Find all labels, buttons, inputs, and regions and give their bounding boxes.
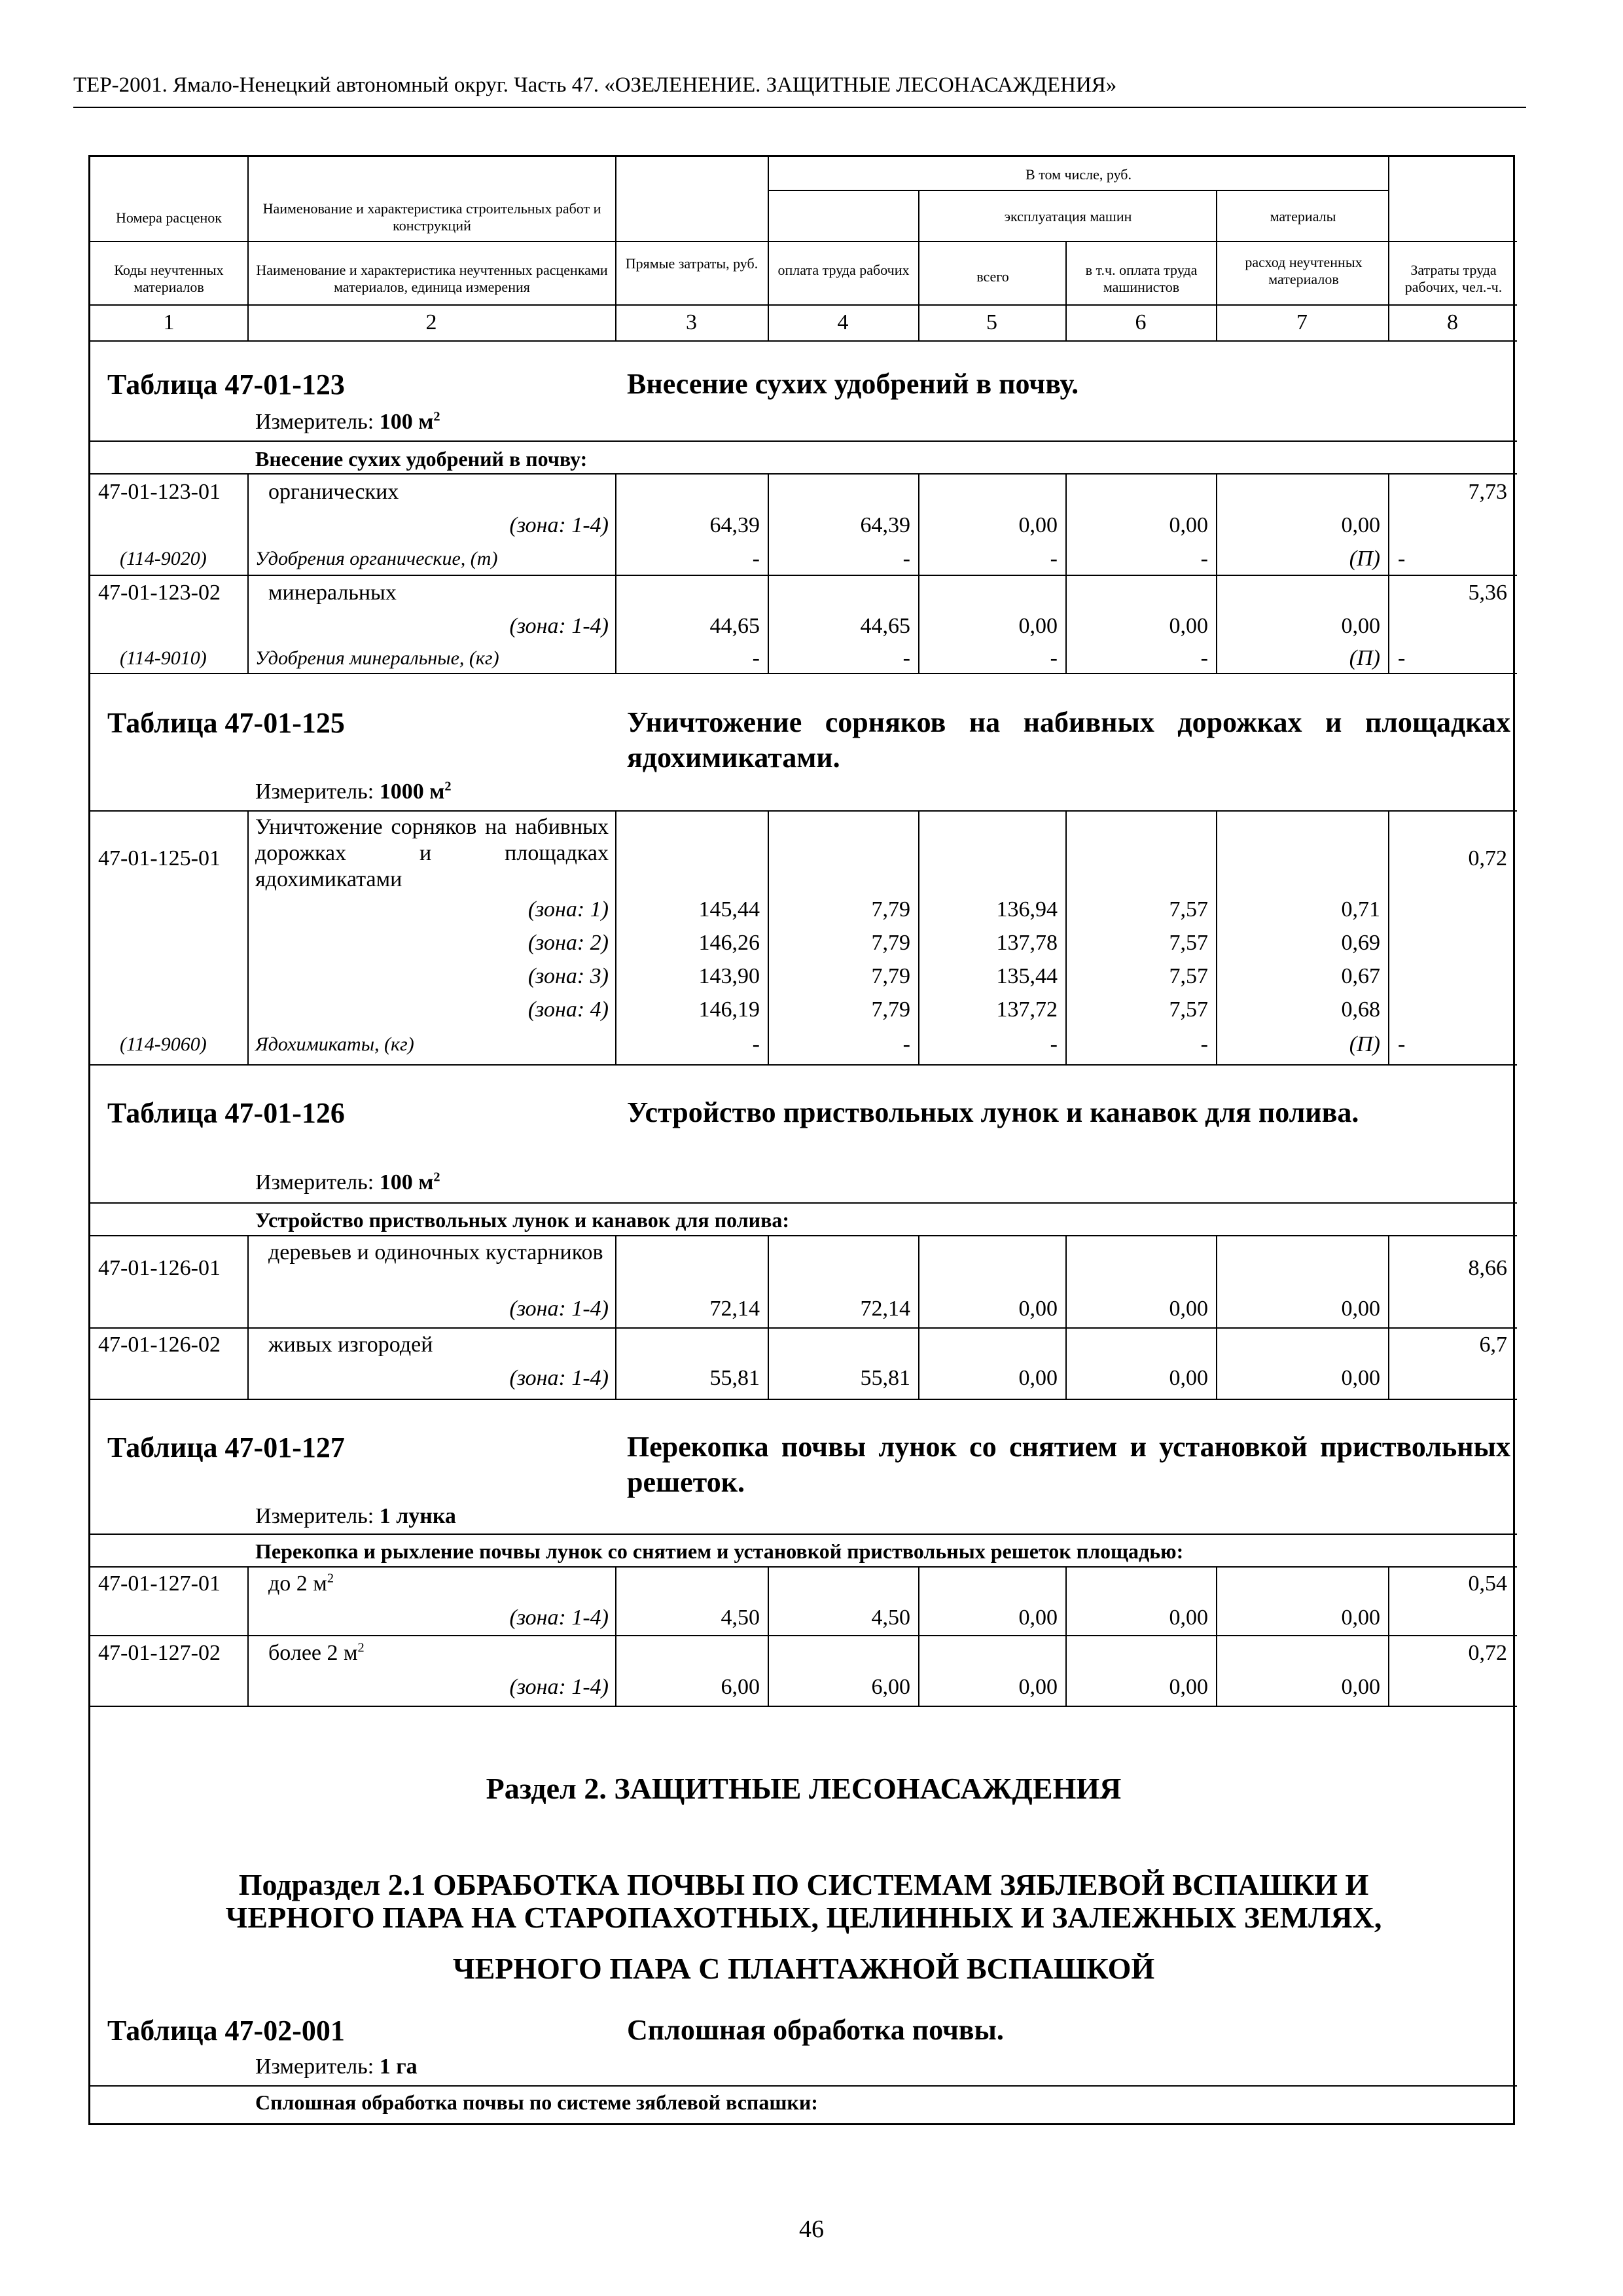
- dash: -: [1050, 646, 1058, 670]
- header-including: В том числе, руб.: [1026, 166, 1132, 183]
- zone-label: (зона: 1-4): [509, 1675, 609, 1699]
- dash: -: [1398, 547, 1406, 571]
- zone-label: (зона: 1): [527, 897, 609, 922]
- materials-cost: 0,00: [1341, 513, 1380, 537]
- labor-cost: 7,73: [1468, 480, 1507, 504]
- dash: -: [902, 1032, 910, 1056]
- wages: 7,79: [871, 964, 910, 988]
- table-subheader: Внесение сухих удобрений в почву:: [255, 447, 588, 471]
- rates-table: [88, 155, 1515, 2125]
- table-title: Таблица 47-01-125: [107, 707, 345, 739]
- header-materials: материалы: [1270, 208, 1336, 224]
- materials-cost: 0,67: [1341, 964, 1380, 988]
- work-name: минеральных: [268, 581, 397, 605]
- rate-code: 47-01-125-01: [98, 846, 221, 870]
- wages: 7,79: [871, 997, 910, 1022]
- subsection-title-line: ЧЕРНОГО ПАРА С ПЛАНТАЖНОЙ ВСПАШКОЙ: [452, 1952, 1155, 1985]
- rate-code: 47-01-126-02: [98, 1333, 221, 1357]
- work-name: органических: [268, 480, 399, 504]
- wages: 4,50: [871, 1605, 910, 1630]
- column-number: 6: [1135, 310, 1147, 334]
- zone-label: (зона: 3): [527, 964, 609, 988]
- table-title: Таблица 47-01-127: [107, 1431, 345, 1463]
- zone-label: (зона: 1-4): [509, 1366, 609, 1390]
- column-number: 5: [986, 310, 997, 334]
- wages: 55,81: [860, 1366, 910, 1390]
- materials-cost: 0,00: [1341, 1366, 1380, 1390]
- running-header: ТЕР-2001. Ямало-Ненецкий автономный округ. Часть 47. «ОЗЕЛЕНЕНИЕ. ЗАЩИТНЫЕ ЛЕСОНАСАЖДЕНИЯ»: [73, 71, 1526, 108]
- table-measure: Измеритель: 1000 $м^2$: [255, 779, 452, 804]
- zone-label: (зона: 1-4): [509, 513, 609, 537]
- direct-costs: 6,00: [721, 1675, 760, 1699]
- table-description: Уничтожение сорняков на набивных дорожках и площадках ядохимикатами.: [627, 706, 1510, 774]
- machines-total: 0,00: [1018, 1675, 1058, 1699]
- direct-costs: 146,19: [698, 997, 760, 1022]
- machinist-wages: 0,00: [1169, 1366, 1208, 1390]
- direct-costs: 145,44: [698, 897, 760, 922]
- materials-cost: 0,71: [1341, 897, 1380, 922]
- column-number: 4: [837, 310, 849, 334]
- wages: 7,79: [871, 931, 910, 955]
- dash: -: [1398, 646, 1406, 670]
- work-name: до 2 $м^2$: [268, 1571, 334, 1596]
- subsection-title-line: Подраздел 2.1 ОБРАБОТКА ПОЧВЫ ПО СИСТЕМАМ ЗЯБЛЕВОЙ ВСПАШКИ И: [238, 1868, 1369, 1901]
- direct-costs: 44,65: [709, 614, 760, 638]
- rate-code: 47-01-123-02: [98, 581, 221, 605]
- header-work-name: Наименование и характеристика строительных работ и конструкций: [262, 200, 601, 234]
- dash: -: [752, 1032, 760, 1056]
- column-number: 7: [1296, 310, 1308, 334]
- materials-cost: 0,00: [1341, 1297, 1380, 1321]
- material-marker: (П): [1349, 1032, 1380, 1056]
- machinist-wages: 0,00: [1169, 1297, 1208, 1321]
- labor-cost: 0,54: [1468, 1571, 1507, 1596]
- machinist-wages: 7,57: [1169, 931, 1208, 955]
- dash: -: [1050, 547, 1058, 571]
- header-direct-costs: Прямые затраты, руб.: [625, 255, 758, 272]
- header-machines: эксплуатация машин: [1004, 208, 1132, 224]
- column-number: 1: [163, 310, 175, 334]
- machinist-wages: 0,00: [1169, 1605, 1208, 1630]
- zone-label: (зона: 1-4): [509, 614, 609, 638]
- material-code: (114-9010): [120, 647, 207, 669]
- table-measure: Измеритель: 1 га: [255, 2054, 418, 2079]
- dash: -: [1200, 547, 1208, 571]
- wages: 64,39: [860, 513, 910, 537]
- wages: 6,00: [871, 1675, 910, 1699]
- table-measure: Измеритель: 100 $м^2$: [255, 409, 440, 434]
- header-machinist-wages: в т.ч. оплата труда машинистов: [1085, 262, 1198, 295]
- machinist-wages: 0,00: [1169, 513, 1208, 537]
- zone-label: (зона: 4): [527, 997, 609, 1022]
- labor-cost: 0,72: [1468, 1641, 1507, 1665]
- material-name: Ядохимикаты, (кг): [255, 1033, 414, 1055]
- labor-cost: 6,7: [1479, 1333, 1507, 1357]
- dash: -: [902, 646, 910, 670]
- materials-cost: 0,68: [1341, 997, 1380, 1022]
- page-number: 46: [799, 2215, 824, 2243]
- zone-label: (зона: 1-4): [509, 1297, 609, 1321]
- work-name: живых изгородей: [268, 1333, 433, 1357]
- dash: -: [752, 547, 760, 571]
- machines-total: 0,00: [1018, 1605, 1058, 1630]
- zone-label: (зона: 1-4): [509, 1605, 609, 1630]
- direct-costs: 146,26: [698, 931, 760, 955]
- column-number: 8: [1447, 310, 1458, 334]
- zone-label: (зона: 2): [527, 931, 609, 955]
- dash: -: [902, 547, 910, 571]
- materials-cost: 0,00: [1341, 1675, 1380, 1699]
- machines-total: 0,00: [1018, 513, 1058, 537]
- subsection-title-line: ЧЕРНОГО ПАРА НА СТАРОПАХОТНЫХ, ЦЕЛИННЫХ И ЗАЛЕЖНЫХ ЗЕМЛЯХ,: [225, 1901, 1382, 1934]
- table-subheader: Сплошная обработка почвы по системе зяблевой вспашки:: [255, 2090, 818, 2114]
- dash: -: [1200, 1032, 1208, 1056]
- wages: 44,65: [860, 614, 910, 638]
- direct-costs: 72,14: [709, 1297, 760, 1321]
- rate-code: 47-01-123-01: [98, 480, 221, 504]
- wages: 72,14: [860, 1297, 910, 1321]
- dash: -: [1398, 1032, 1406, 1056]
- machinist-wages: 7,57: [1169, 964, 1208, 988]
- table-measure: Измеритель: 100 $м^2$: [255, 1170, 440, 1194]
- work-name: Уничтожение сорняков на набивных дорожках и площадках ядохимикатами: [255, 815, 609, 891]
- machinist-wages: 0,00: [1169, 1675, 1208, 1699]
- header-wages: оплата труда рабочих: [777, 262, 910, 278]
- direct-costs: 4,50: [721, 1605, 760, 1630]
- material-code: (114-9060): [120, 1033, 207, 1055]
- table-subheader: Перекопка и рыхление почвы лунок со снятием и установкой приствольных решеток площадью:: [255, 1539, 1184, 1563]
- labor-cost: 0,72: [1468, 846, 1507, 870]
- rate-code: 47-01-127-02: [98, 1641, 221, 1665]
- table-title: Таблица 47-01-126: [107, 1097, 345, 1129]
- material-marker: (П): [1349, 547, 1380, 571]
- rate-code: 47-01-127-01: [98, 1571, 221, 1596]
- machines-total: 137,78: [996, 931, 1058, 955]
- materials-cost: 0,69: [1341, 931, 1380, 955]
- materials-cost: 0,00: [1341, 1605, 1380, 1630]
- materials-cost: 0,00: [1341, 614, 1380, 638]
- labor-cost: 5,36: [1468, 581, 1507, 605]
- work-name: более 2 $м^2$: [268, 1640, 365, 1665]
- machines-total: 0,00: [1018, 1366, 1058, 1390]
- machinist-wages: 0,00: [1169, 614, 1208, 638]
- dash: -: [1200, 646, 1208, 670]
- labor-cost: 8,66: [1468, 1256, 1507, 1280]
- material-code: (114-9020): [120, 548, 207, 569]
- machines-total: 136,94: [996, 897, 1058, 922]
- machines-total: 0,00: [1018, 1297, 1058, 1321]
- table-description: Устройство приствольных лунок и канавок для полива.: [627, 1096, 1359, 1128]
- table-description: Сплошная обработка почвы.: [627, 2014, 1004, 2046]
- direct-costs: 64,39: [709, 513, 760, 537]
- header-rate-numbers: Номера расценок: [116, 209, 222, 226]
- table-measure: Измеритель: 1 лунка: [255, 1504, 456, 1528]
- header-labor: Затраты труда рабочих, чел.-ч.: [1404, 262, 1503, 295]
- header-machines-total: всего: [976, 268, 1009, 285]
- machinist-wages: 7,57: [1169, 997, 1208, 1022]
- header-material-codes: Коды неучтенных материалов: [114, 262, 224, 295]
- table-title: Таблица 47-02-001: [107, 2015, 345, 2047]
- material-name: Удобрения органические, (т): [255, 548, 498, 569]
- material-marker: (П): [1349, 646, 1380, 670]
- direct-costs: 55,81: [709, 1366, 760, 1390]
- section-title: Раздел 2. ЗАЩИТНЫЕ ЛЕСОНАСАЖДЕНИЯ: [486, 1772, 1122, 1805]
- wages: 7,79: [871, 897, 910, 922]
- table-description: Перекопка почвы лунок со снятием и установкой приствольных решеток.: [627, 1431, 1510, 1498]
- table-title: Таблица 47-01-123: [107, 368, 345, 401]
- machines-total: 0,00: [1018, 614, 1058, 638]
- rate-code: 47-01-126-01: [98, 1256, 221, 1280]
- machines-total: 137,72: [996, 997, 1058, 1022]
- header-unaccounted-materials: расход неучтенных материалов: [1245, 254, 1363, 287]
- column-number: 3: [686, 310, 697, 334]
- column-number: 2: [425, 310, 437, 334]
- table-subheader: Устройство приствольных лунок и канавок для полива:: [255, 1208, 790, 1232]
- table-description: Внесение сухих удобрений в почву.: [627, 368, 1079, 400]
- header-material-name: Наименование и характеристика неучтенных расценками материалов, единица измерения: [256, 262, 608, 295]
- material-name: Удобрения минеральные, (кг): [255, 647, 499, 669]
- work-name: деревьев и одиночных кустарников: [268, 1240, 603, 1265]
- direct-costs: 143,90: [698, 964, 760, 988]
- dash: -: [752, 646, 760, 670]
- machines-total: 135,44: [996, 964, 1058, 988]
- machinist-wages: 7,57: [1169, 897, 1208, 922]
- dash: -: [1050, 1032, 1058, 1056]
